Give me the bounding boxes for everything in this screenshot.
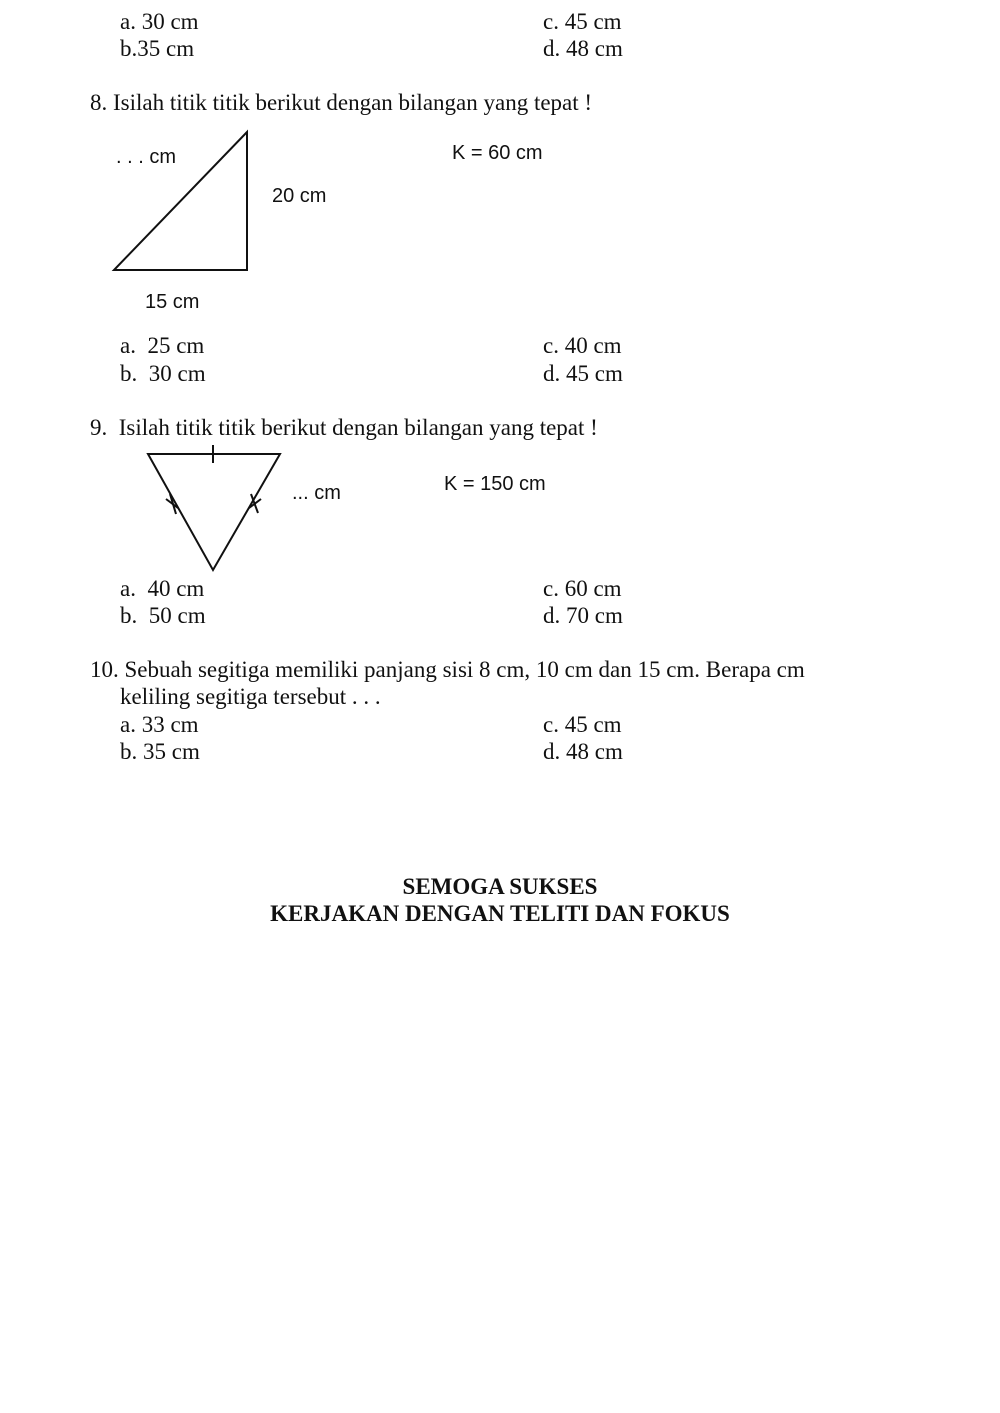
q8-option-d: d. 45 cm	[543, 361, 623, 386]
q9-option-b: b. 50 cm	[120, 603, 206, 628]
q7-option-b: b.35 cm	[120, 36, 195, 61]
q8-hypotenuse-label: . . . cm	[116, 146, 176, 168]
q8-base-label: 15 cm	[145, 291, 200, 313]
q8-height-label: 20 cm	[272, 185, 327, 207]
q7-option-d: d. 48 cm	[543, 36, 623, 61]
q8-option-b: b. 30 cm	[120, 361, 206, 386]
q9-side-label: ... cm	[292, 482, 341, 504]
q7-option-c: c. 45 cm	[543, 9, 622, 34]
q10-option-d: d. 48 cm	[543, 739, 623, 764]
closing-line-1: SEMOGA SUKSES	[402, 874, 598, 899]
q10-option-b: b. 35 cm	[120, 739, 200, 764]
q10-prompt-line1: 10. Sebuah segitiga memiliki panjang sisi 8 cm, 10 cm dan 15 cm. Berapa cm	[90, 657, 805, 682]
q9-option-d: d. 70 cm	[543, 603, 623, 628]
q9-equilateral-triangle	[148, 454, 280, 570]
q10-option-a: a. 33 cm	[120, 712, 199, 737]
q10-option-c: c. 45 cm	[543, 712, 622, 737]
q8-option-c: c. 40 cm	[543, 333, 622, 358]
q7-option-a: a. 30 cm	[120, 9, 199, 34]
q9-prompt: 9. Isilah titik titik berikut dengan bilangan yang tepat !	[90, 415, 598, 440]
q8-option-a: a. 25 cm	[120, 333, 205, 358]
q9-option-a: a. 40 cm	[120, 576, 205, 601]
q9-option-c: c. 60 cm	[543, 576, 622, 601]
q8-prompt: 8. Isilah titik titik berikut dengan bilangan yang tepat !	[90, 90, 593, 115]
q8-perimeter: K = 60 cm	[452, 142, 543, 164]
q10-prompt-line2: keliling segitiga tersebut . . .	[120, 684, 381, 709]
closing-line-2: KERJAKAN DENGAN TELITI DAN FOKUS	[270, 901, 730, 926]
q9-perimeter: K = 150 cm	[444, 473, 546, 495]
